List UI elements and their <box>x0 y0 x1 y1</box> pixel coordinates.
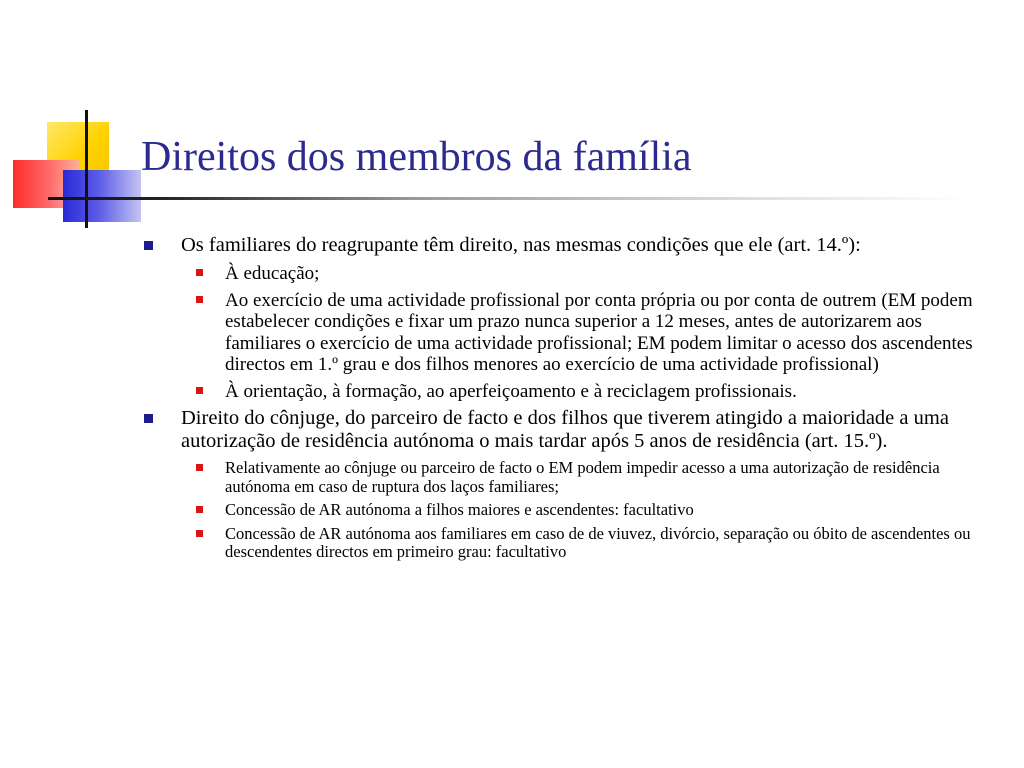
square-bullet-icon <box>144 241 153 250</box>
sub-bullet-item <box>140 501 1000 520</box>
square-bullet-icon <box>196 464 203 471</box>
sub-bullet-item-text: Concessão de AR autónoma a filhos maiores e ascendentes: facultativo <box>225 500 694 519</box>
sub-bullet-item-text: À orientação, à formação, ao aperfeiçoamento e à reciclagem profissionais. <box>225 380 797 402</box>
bullet-item-text: Os familiares do reagrupante têm direito, nas mesmas condições que ele (art. 14.º): <box>181 234 861 256</box>
logo-blue-square <box>63 170 141 222</box>
slide-title: Direitos dos membros da família <box>141 134 692 180</box>
slide-body <box>140 234 1000 567</box>
sub-bullet-item-text: À educação; <box>225 263 320 284</box>
sub-bullet-item <box>140 290 1000 376</box>
bullet-item-text: Direito do cônjuge, do parceiro de facto e dos filhos que tiverem atingido a maioridade a uma autorização de residência autónoma o mais tardar após 5 anos de residência (art. 15.º). <box>181 407 949 452</box>
square-bullet-icon <box>196 506 203 513</box>
sub-bullet-item <box>140 263 1000 285</box>
sub-bullet-item-text: Concessão de AR autónoma aos familiares em caso de de viuvez, divórcio, separação ou óbito de ascendentes ou descendentes directos em primeiro grau: facultativo <box>225 523 971 561</box>
square-bullet-icon <box>144 414 153 423</box>
square-bullet-icon <box>196 387 203 394</box>
title-underline <box>48 197 968 200</box>
sub-bullet-item <box>140 381 1000 403</box>
logo-vertical-line <box>85 110 88 228</box>
bullet-item-1 <box>140 234 1000 257</box>
sub-bullet-item-text: Ao exercício de uma actividade profissional por conta própria ou por conta de outrem (EM podem estabelecer condições e fixar um prazo nunca superior a 12 meses, antes de autorizarem aos familiares o exercício de uma actividade profissional; EM podem limitar o acesso dos ascendentes directos em 1.º grau e dos filhos menores ao exercício de uma actividade profissional) <box>225 289 973 375</box>
square-bullet-icon <box>196 530 203 537</box>
bullet-item-2 <box>140 407 1000 453</box>
sub-bullet-item <box>140 459 1000 496</box>
sub-bullet-item <box>140 525 1000 562</box>
sub-bullet-item-text: Relativamente ao cônjuge ou parceiro de facto o EM podem impedir acesso a uma autorização de residência autónoma em caso de ruptura dos laços familiares; <box>225 458 940 496</box>
square-bullet-icon <box>196 296 203 303</box>
square-bullet-icon <box>196 269 203 276</box>
